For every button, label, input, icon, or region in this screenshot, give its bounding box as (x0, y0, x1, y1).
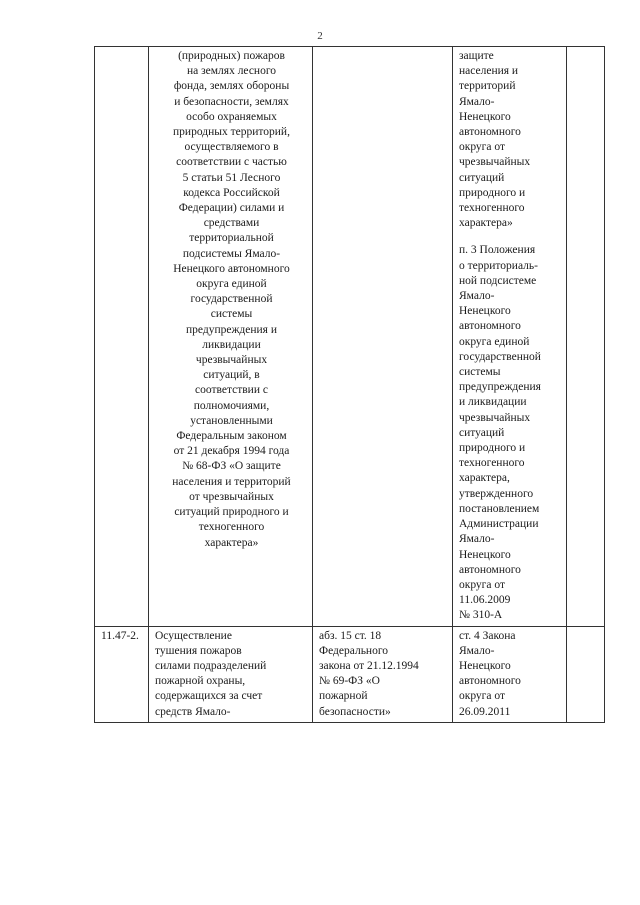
row-number: 11.47-2. (101, 629, 139, 642)
document-table (94, 46, 605, 723)
table-row (95, 626, 605, 722)
notes-cell (567, 47, 605, 627)
page-number: 2 (317, 30, 323, 42)
regional-law-cell (453, 47, 567, 627)
regional-law-cell (453, 626, 567, 722)
description-text: Осуществление тушения пожаров силами подразделений пожарной охраны, содержащихся за счет средств Ямало- (155, 629, 267, 718)
regional-law-text-b: п. 3 Положения о территориаль- ной подсистеме Ямало- Ненецкого автономного округа единой государственной системы предупреждения и ликвидации чрезвычайных ситуаций природного и техногенного характера, утвержденного постановлением Администрации Ямало- Ненецкого автономного округа от 11.06.2009 № 310-А (459, 244, 541, 622)
description-text: (природных) пожаров на землях лесного фонда, землях обороны и безопасности, землях особо охраняемых природных территорий, осуществляемого в соответствии с частью 5 статьи 51 Лесного кодекса Российской Федерации) силами и средствами территориальной подсистемы Ямало- Ненецкого автономного округа единой государственной системы предупреждения и ликвидации чрезвычайных ситуаций, в соответствии с полномочиями, установленными Федеральным законом от 21 декабря 1994 года № 68-ФЗ «О защите населения и территорий от чрезвычайных ситуаций природного и техногенного характера» (172, 50, 291, 549)
regional-law-text-a: защите населения и территорий Ямало- Ненецкого автономного округа от чрезвычайных ситуаций природного и техногенного характера» (459, 50, 531, 230)
regional-law-text-a: ст. 4 Закона Ямало- Ненецкого автономного округа от 26.09.2011 (459, 629, 521, 718)
row-number-cell (95, 626, 149, 722)
notes-cell (567, 626, 605, 722)
federal-law-cell (313, 626, 453, 722)
federal-law-text: абз. 15 ст. 18 Федерального закона от 21.12.1994 № 69-ФЗ «О пожарной безопасности» (319, 629, 419, 718)
table-row (95, 47, 605, 627)
description-cell (149, 47, 313, 627)
paragraph-gap (459, 231, 562, 243)
row-number-cell (95, 47, 149, 627)
description-cell (149, 626, 313, 722)
federal-law-cell (313, 47, 453, 627)
